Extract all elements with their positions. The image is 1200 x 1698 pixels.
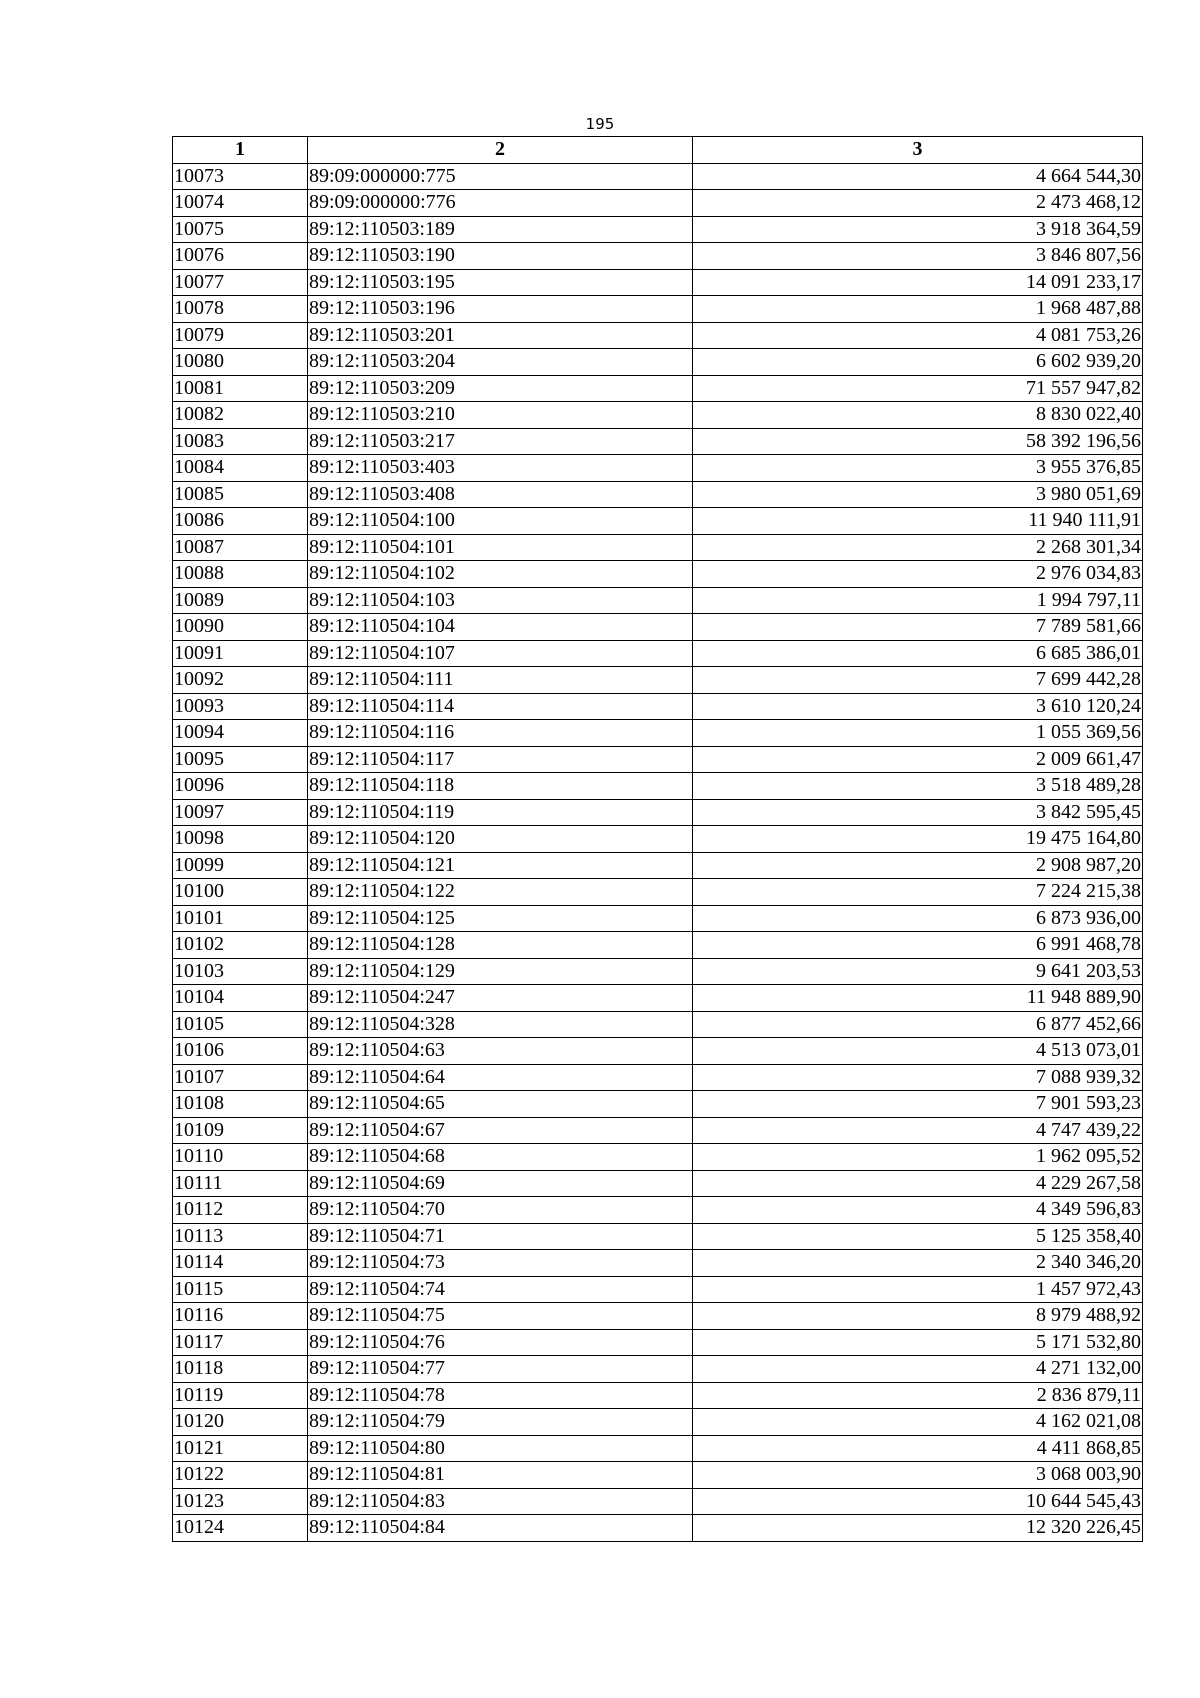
value-cell: 14 091 233,17 <box>693 269 1143 296</box>
value-cell: 10 644 545,43 <box>693 1488 1143 1515</box>
row-number-cell: 10079 <box>173 322 308 349</box>
column-header-1: 1 <box>173 137 308 164</box>
row-number-cell: 10082 <box>173 402 308 429</box>
value-cell: 2 908 987,20 <box>693 852 1143 879</box>
value-cell: 4 162 021,08 <box>693 1409 1143 1436</box>
row-number-cell: 10093 <box>173 693 308 720</box>
value-cell: 4 664 544,30 <box>693 163 1143 190</box>
row-number-cell: 10078 <box>173 296 308 323</box>
row-number-cell: 10080 <box>173 349 308 376</box>
cadastral-number-cell: 89:12:110504:69 <box>308 1170 693 1197</box>
table-row <box>173 322 1143 349</box>
cadastral-number-cell: 89:12:110504:84 <box>308 1515 693 1542</box>
row-number-cell: 10081 <box>173 375 308 402</box>
table-row <box>173 693 1143 720</box>
value-cell: 3 846 807,56 <box>693 243 1143 270</box>
row-number-cell: 10115 <box>173 1276 308 1303</box>
table-row <box>173 561 1143 588</box>
table-row <box>173 216 1143 243</box>
table-row <box>173 296 1143 323</box>
table-row <box>173 773 1143 800</box>
table-row <box>173 905 1143 932</box>
cadastral-number-cell: 89:12:110504:107 <box>308 640 693 667</box>
value-cell: 3 068 003,90 <box>693 1462 1143 1489</box>
cadastral-number-cell: 89:12:110503:195 <box>308 269 693 296</box>
row-number-cell: 10088 <box>173 561 308 588</box>
row-number-cell: 10096 <box>173 773 308 800</box>
table-row <box>173 879 1143 906</box>
row-number-cell: 10086 <box>173 508 308 535</box>
row-number-cell: 10102 <box>173 932 308 959</box>
value-cell: 1 994 797,11 <box>693 587 1143 614</box>
row-number-cell: 10107 <box>173 1064 308 1091</box>
table-row <box>173 375 1143 402</box>
table-row <box>173 1250 1143 1277</box>
table-row <box>173 402 1143 429</box>
table-body <box>173 163 1143 1541</box>
value-cell: 3 955 376,85 <box>693 455 1143 482</box>
cadastral-number-cell: 89:12:110504:71 <box>308 1223 693 1250</box>
cadastral-number-cell: 89:12:110504:80 <box>308 1435 693 1462</box>
value-cell: 7 224 215,38 <box>693 879 1143 906</box>
table-row <box>173 481 1143 508</box>
row-number-cell: 10101 <box>173 905 308 932</box>
row-number-cell: 10118 <box>173 1356 308 1383</box>
value-cell: 4 747 439,22 <box>693 1117 1143 1144</box>
row-number-cell: 10094 <box>173 720 308 747</box>
table-row <box>173 349 1143 376</box>
cadastral-number-cell: 89:12:110504:70 <box>308 1197 693 1224</box>
value-cell: 12 320 226,45 <box>693 1515 1143 1542</box>
cadastral-number-cell: 89:09:000000:775 <box>308 163 693 190</box>
value-cell: 5 125 358,40 <box>693 1223 1143 1250</box>
value-cell: 3 842 595,45 <box>693 799 1143 826</box>
value-cell: 9 641 203,53 <box>693 958 1143 985</box>
table-row <box>173 1382 1143 1409</box>
row-number-cell: 10106 <box>173 1038 308 1065</box>
value-cell: 4 271 132,00 <box>693 1356 1143 1383</box>
table-row <box>173 1197 1143 1224</box>
value-cell: 19 475 164,80 <box>693 826 1143 853</box>
value-cell: 71 557 947,82 <box>693 375 1143 402</box>
table-row <box>173 1276 1143 1303</box>
table-row <box>173 985 1143 1012</box>
row-number-cell: 10075 <box>173 216 308 243</box>
table-row <box>173 1144 1143 1171</box>
cadastral-number-cell: 89:12:110504:121 <box>308 852 693 879</box>
value-cell: 6 873 936,00 <box>693 905 1143 932</box>
value-cell: 3 980 051,69 <box>693 481 1143 508</box>
column-header-2: 2 <box>308 137 693 164</box>
table-row <box>173 1223 1143 1250</box>
cadastral-number-cell: 89:12:110504:125 <box>308 905 693 932</box>
cadastral-number-cell: 89:12:110504:129 <box>308 958 693 985</box>
value-cell: 6 685 386,01 <box>693 640 1143 667</box>
value-cell: 7 699 442,28 <box>693 667 1143 694</box>
cadastral-number-cell: 89:12:110504:101 <box>308 534 693 561</box>
value-cell: 4 411 868,85 <box>693 1435 1143 1462</box>
table-row <box>173 587 1143 614</box>
row-number-cell: 10090 <box>173 614 308 641</box>
value-cell: 4 081 753,26 <box>693 322 1143 349</box>
value-cell: 7 088 939,32 <box>693 1064 1143 1091</box>
row-number-cell: 10123 <box>173 1488 308 1515</box>
row-number-cell: 10099 <box>173 852 308 879</box>
cadastral-number-cell: 89:12:110504:83 <box>308 1488 693 1515</box>
table-row <box>173 1435 1143 1462</box>
value-cell: 5 171 532,80 <box>693 1329 1143 1356</box>
row-number-cell: 10114 <box>173 1250 308 1277</box>
value-cell: 2 836 879,11 <box>693 1382 1143 1409</box>
row-number-cell: 10097 <box>173 799 308 826</box>
cadastral-number-cell: 89:12:110504:75 <box>308 1303 693 1330</box>
row-number-cell: 10122 <box>173 1462 308 1489</box>
cadastral-number-cell: 89:12:110504:120 <box>308 826 693 853</box>
table-row <box>173 932 1143 959</box>
table-row <box>173 640 1143 667</box>
cadastral-number-cell: 89:12:110503:408 <box>308 481 693 508</box>
value-cell: 6 991 468,78 <box>693 932 1143 959</box>
value-cell: 2 009 661,47 <box>693 746 1143 773</box>
table-row <box>173 1011 1143 1038</box>
cadastral-number-cell: 89:12:110504:111 <box>308 667 693 694</box>
cadastral-number-cell: 89:12:110504:67 <box>308 1117 693 1144</box>
table-row <box>173 1170 1143 1197</box>
cadastral-number-cell: 89:12:110503:189 <box>308 216 693 243</box>
row-number-cell: 10105 <box>173 1011 308 1038</box>
column-header-3: 3 <box>693 137 1143 164</box>
table-row <box>173 190 1143 217</box>
value-cell: 7 789 581,66 <box>693 614 1143 641</box>
table-row <box>173 1038 1143 1065</box>
table-row <box>173 667 1143 694</box>
cadastral-number-cell: 89:12:110504:117 <box>308 746 693 773</box>
cadastral-number-cell: 89:12:110504:122 <box>308 879 693 906</box>
table-row <box>173 746 1143 773</box>
cadastral-number-cell: 89:12:110504:247 <box>308 985 693 1012</box>
row-number-cell: 10111 <box>173 1170 308 1197</box>
cadastral-number-cell: 89:12:110504:73 <box>308 1250 693 1277</box>
table-row <box>173 1488 1143 1515</box>
row-number-cell: 10089 <box>173 587 308 614</box>
row-number-cell: 10077 <box>173 269 308 296</box>
row-number-cell: 10108 <box>173 1091 308 1118</box>
row-number-cell: 10116 <box>173 1303 308 1330</box>
page-number: 195 <box>585 115 615 133</box>
row-number-cell: 10084 <box>173 455 308 482</box>
table-row <box>173 852 1143 879</box>
row-number-cell: 10113 <box>173 1223 308 1250</box>
row-number-cell: 10119 <box>173 1382 308 1409</box>
row-number-cell: 10112 <box>173 1197 308 1224</box>
value-cell: 2 976 034,83 <box>693 561 1143 588</box>
value-cell: 8 979 488,92 <box>693 1303 1143 1330</box>
registry-table <box>172 136 1143 1542</box>
table-row <box>173 1356 1143 1383</box>
cadastral-number-cell: 89:12:110503:209 <box>308 375 693 402</box>
value-cell: 11 940 111,91 <box>693 508 1143 535</box>
row-number-cell: 10121 <box>173 1435 308 1462</box>
value-cell: 6 877 452,66 <box>693 1011 1143 1038</box>
table-row <box>173 1303 1143 1330</box>
value-cell: 8 830 022,40 <box>693 402 1143 429</box>
row-number-cell: 10117 <box>173 1329 308 1356</box>
cadastral-number-cell: 89:12:110504:116 <box>308 720 693 747</box>
row-number-cell: 10124 <box>173 1515 308 1542</box>
value-cell: 4 349 596,83 <box>693 1197 1143 1224</box>
value-cell: 2 340 346,20 <box>693 1250 1143 1277</box>
cadastral-number-cell: 89:12:110504:100 <box>308 508 693 535</box>
table-row <box>173 455 1143 482</box>
table-row <box>173 958 1143 985</box>
cadastral-number-cell: 89:12:110504:81 <box>308 1462 693 1489</box>
value-cell: 3 918 364,59 <box>693 216 1143 243</box>
value-cell: 1 968 487,88 <box>693 296 1143 323</box>
value-cell: 1 457 972,43 <box>693 1276 1143 1303</box>
cadastral-number-cell: 89:12:110504:118 <box>308 773 693 800</box>
table-row <box>173 614 1143 641</box>
cadastral-number-cell: 89:12:110504:68 <box>308 1144 693 1171</box>
table-row <box>173 1091 1143 1118</box>
row-number-cell: 10073 <box>173 163 308 190</box>
table-row <box>173 1462 1143 1489</box>
row-number-cell: 10076 <box>173 243 308 270</box>
row-number-cell: 10098 <box>173 826 308 853</box>
table-row <box>173 1064 1143 1091</box>
table-row <box>173 163 1143 190</box>
value-cell: 4 229 267,58 <box>693 1170 1143 1197</box>
cadastral-number-cell: 89:12:110504:102 <box>308 561 693 588</box>
cadastral-number-cell: 89:12:110504:128 <box>308 932 693 959</box>
value-cell: 4 513 073,01 <box>693 1038 1143 1065</box>
cadastral-number-cell: 89:12:110503:196 <box>308 296 693 323</box>
cadastral-number-cell: 89:12:110504:74 <box>308 1276 693 1303</box>
cadastral-number-cell: 89:12:110503:210 <box>308 402 693 429</box>
table-row <box>173 534 1143 561</box>
table-row <box>173 1409 1143 1436</box>
row-number-cell: 10103 <box>173 958 308 985</box>
table-row <box>173 1515 1143 1542</box>
value-cell: 2 268 301,34 <box>693 534 1143 561</box>
cadastral-number-cell: 89:12:110503:204 <box>308 349 693 376</box>
row-number-cell: 10109 <box>173 1117 308 1144</box>
value-cell: 3 610 120,24 <box>693 693 1143 720</box>
cadastral-number-cell: 89:12:110504:103 <box>308 587 693 614</box>
row-number-cell: 10092 <box>173 667 308 694</box>
table-row <box>173 1329 1143 1356</box>
cadastral-number-cell: 89:12:110504:63 <box>308 1038 693 1065</box>
value-cell: 3 518 489,28 <box>693 773 1143 800</box>
table-header <box>173 137 1143 164</box>
table-row <box>173 826 1143 853</box>
cadastral-number-cell: 89:12:110504:328 <box>308 1011 693 1038</box>
cadastral-number-cell: 89:09:000000:776 <box>308 190 693 217</box>
cadastral-number-cell: 89:12:110504:77 <box>308 1356 693 1383</box>
value-cell: 2 473 468,12 <box>693 190 1143 217</box>
cadastral-number-cell: 89:12:110504:104 <box>308 614 693 641</box>
header-row <box>173 137 1143 164</box>
cadastral-number-cell: 89:12:110503:403 <box>308 455 693 482</box>
table-row <box>173 269 1143 296</box>
value-cell: 7 901 593,23 <box>693 1091 1143 1118</box>
cadastral-number-cell: 89:12:110503:190 <box>308 243 693 270</box>
row-number-cell: 10104 <box>173 985 308 1012</box>
cadastral-number-cell: 89:12:110504:119 <box>308 799 693 826</box>
row-number-cell: 10085 <box>173 481 308 508</box>
cadastral-number-cell: 89:12:110504:65 <box>308 1091 693 1118</box>
value-cell: 1 962 095,52 <box>693 1144 1143 1171</box>
cadastral-number-cell: 89:12:110504:79 <box>308 1409 693 1436</box>
cadastral-number-cell: 89:12:110504:64 <box>308 1064 693 1091</box>
table-row <box>173 1117 1143 1144</box>
cadastral-number-cell: 89:12:110504:114 <box>308 693 693 720</box>
value-cell: 11 948 889,90 <box>693 985 1143 1012</box>
value-cell: 1 055 369,56 <box>693 720 1143 747</box>
table-row <box>173 508 1143 535</box>
row-number-cell: 10100 <box>173 879 308 906</box>
table-row <box>173 799 1143 826</box>
row-number-cell: 10095 <box>173 746 308 773</box>
row-number-cell: 10087 <box>173 534 308 561</box>
table-row <box>173 428 1143 455</box>
value-cell: 6 602 939,20 <box>693 349 1143 376</box>
cadastral-number-cell: 89:12:110503:201 <box>308 322 693 349</box>
cadastral-number-cell: 89:12:110504:76 <box>308 1329 693 1356</box>
row-number-cell: 10074 <box>173 190 308 217</box>
cadastral-number-cell: 89:12:110504:78 <box>308 1382 693 1409</box>
row-number-cell: 10120 <box>173 1409 308 1436</box>
table-row <box>173 720 1143 747</box>
row-number-cell: 10083 <box>173 428 308 455</box>
value-cell: 58 392 196,56 <box>693 428 1143 455</box>
cadastral-number-cell: 89:12:110503:217 <box>308 428 693 455</box>
table-row <box>173 243 1143 270</box>
row-number-cell: 10110 <box>173 1144 308 1171</box>
row-number-cell: 10091 <box>173 640 308 667</box>
